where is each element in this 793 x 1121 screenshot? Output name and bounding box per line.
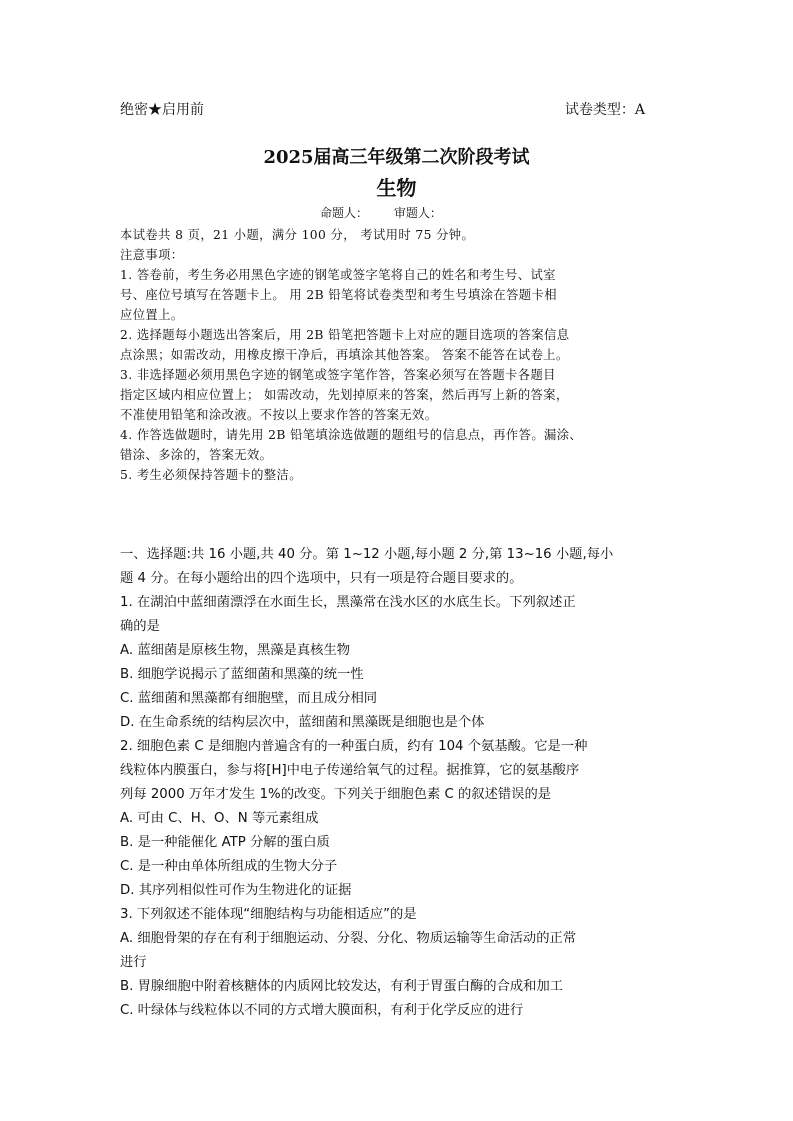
question-2-option-c: C. 是一种由单体所组成的生物大分子 — [120, 859, 338, 874]
notice-line: 5. 考生必须保持答题卡的整洁。 — [120, 468, 302, 482]
question-3-option-c: C. 叶绿体与线粒体以不同的方式增大膜面积，有利于化学反应的进行 — [120, 1003, 524, 1018]
intro-line: 本试卷共 8 页，21 小题，满分 100 分， 考试用时 75 分钟。 — [120, 228, 475, 242]
paper-type: 试卷类型：A — [564, 102, 645, 118]
author-label: 命题人： — [320, 206, 369, 220]
secret-label: 绝密★启用前 — [120, 102, 204, 118]
question-1-option-a: A. 蓝细菌是原核生物，黑藻是真核生物 — [120, 643, 351, 658]
notice-line: 指定区域内相应位置上； 如需改动，先划掉原来的答案，然后再写上新的答案， — [120, 388, 569, 402]
notice-line: 点涂黑；如需改动，用橡皮擦干净后，再填涂其他答案。 答案不能答在试卷上。 — [120, 348, 569, 362]
question-3-option-a-cont: 进行 — [120, 955, 147, 970]
exam-title: 2025届高三年级第二次阶段考试 — [263, 147, 530, 168]
question-2-option-b: B. 是一种能催化 ATP 分解的蛋白质 — [120, 835, 330, 850]
section-heading-line: 一、选择题:共 16 小题,共 40 分。第 1~12 小题,每小题 2 分,第 13~16 小题,每小 — [120, 547, 614, 562]
notice-line: 错涂、多涂的，答案无效。 — [120, 448, 273, 462]
question-2-stem: 线粒体内膜蛋白，参与将[H]中电子传递给氧气的过程。据推算，它的氨基酸序 — [120, 763, 580, 778]
notice-line: 4. 作答选做题时，请先用 2B 铅笔填涂选做题的题组号的信息点，再作答。漏涂、 — [120, 428, 583, 442]
question-1-stem: 确的是 — [120, 619, 160, 634]
notice-heading: 注意事项： — [120, 248, 184, 262]
question-1-option-d: D. 在生命系统的结构层次中，蓝细菌和黑藻既是细胞也是个体 — [120, 715, 485, 730]
question-3-option-b: B. 胃腺细胞中附着核糖体的内质网比较发达，有利于胃蛋白酶的合成和加工 — [120, 979, 564, 994]
notice-line: 1. 答卷前，考生务必用黑色字迹的钢笔或签字笔将自己的姓名和考生号、试室 — [120, 268, 556, 282]
question-1-stem: 1. 在湖泊中蓝细菌漂浮在水面生长，黑藻常在浅水区的水底生长。下列叙述正 — [120, 595, 576, 610]
question-3-stem: 3. 下列叙述不能体现“细胞结构与功能相适应”的是 — [120, 907, 417, 922]
questions-body — [120, 543, 685, 1023]
setters-line — [320, 205, 464, 221]
exam-subject: 生物 — [376, 176, 417, 200]
question-2-option-a: A. 可由 C、H、O、N 等元素组成 — [120, 811, 319, 826]
question-1-option-c: C. 蓝细菌和黑藻都有细胞壁，而且成分相同 — [120, 691, 378, 706]
reviewer-label: 审题人： — [393, 206, 442, 220]
question-3-option-a: A. 细胞骨架的存在有利于细胞运动、分裂、分化、物质运输等生命活动的正常 — [120, 931, 577, 946]
question-2-option-d: D. 其序列相似性可作为生物进化的证据 — [120, 883, 352, 898]
notice-block — [120, 225, 685, 485]
notice-line: 应位置上。 — [120, 308, 184, 322]
question-2-stem: 列每 2000 万年才发生 1%的改变。下列关于细胞色素 C 的叙述错误的是 — [120, 787, 552, 802]
notice-line: 号、座位号填写在答题卡上。 用 2B 铅笔将试卷类型和考生号填涂在答题卡相 — [120, 288, 557, 302]
notice-line: 3. 非选择题必须用黑色字迹的钢笔或签字笔作答，答案必须写在答题卡各题目 — [120, 368, 556, 382]
notice-line: 不准使用铅笔和涂改液。不按以上要求作答的答案无效。 — [120, 408, 438, 422]
question-1-option-b: B. 细胞学说揭示了蓝细菌和黑藻的统一性 — [120, 667, 364, 682]
header-row — [120, 100, 645, 120]
section-heading-line: 题 4 分。在每小题给出的四个选项中，只有一项是符合题目要求的。 — [120, 571, 523, 586]
question-2-stem: 2. 细胞色素 C 是细胞内普遍含有的一种蛋白质，约有 104 个氨基酸。它是一种 — [120, 739, 588, 754]
notice-line: 2. 选择题每小题选出答案后，用 2B 铅笔把答题卡上对应的题目选项的答案信息 — [120, 328, 570, 342]
